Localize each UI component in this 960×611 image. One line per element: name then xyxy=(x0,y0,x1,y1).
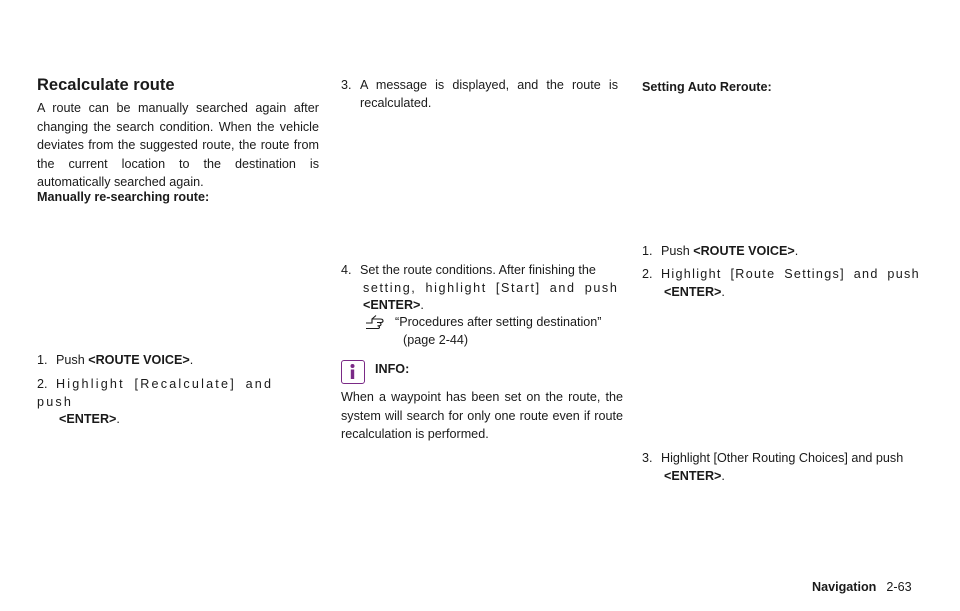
step-number: 1. xyxy=(37,353,48,367)
step-text: Highlight [Recalculate] and push xyxy=(37,377,274,409)
page-footer xyxy=(812,580,912,594)
col3-step-2 xyxy=(642,266,924,301)
page-number: 2-63 xyxy=(886,580,912,594)
step-text: A message is displayed, and the route is recalculated. xyxy=(360,78,618,110)
col1-step-1 xyxy=(37,352,319,370)
step-suffix: . xyxy=(189,353,194,367)
enter-key: <ENTER> xyxy=(664,468,722,483)
step-text: Highlight [Other Routing Choices] and push xyxy=(661,451,904,465)
enter-key: <ENTER> xyxy=(664,284,722,299)
step-prefix: Push xyxy=(56,353,89,367)
intro-paragraph: A route can be manually searched again after changing the search condition. When the vehicle deviates from the suggested route, the route from the current location to the destination is automatically searched again. xyxy=(37,101,319,189)
enter-key: <ENTER> xyxy=(363,298,421,312)
step-prefix: Push xyxy=(661,244,694,258)
col2-step-3 xyxy=(341,77,623,112)
section-heading: Recalculate route xyxy=(37,76,175,94)
step-number: 3. xyxy=(341,78,352,92)
step-number: 3. xyxy=(642,451,653,465)
manual-research-subheading: Manually re-searching route: xyxy=(37,190,210,204)
info-label: INFO: xyxy=(375,362,410,376)
info-paragraph: When a waypoint has been set on the route, the system will search for only one route even if route recalculation is performed. xyxy=(341,390,623,441)
step-suffix: . xyxy=(116,412,120,426)
enter-key: <ENTER> xyxy=(59,412,117,426)
step-suffix: . xyxy=(420,298,424,312)
reference-text: “Procedures after setting destination” xyxy=(395,315,602,329)
col2-step-4 xyxy=(341,262,623,315)
step-suffix: . xyxy=(794,244,799,258)
col1-step-2 xyxy=(37,376,319,429)
info-icon xyxy=(341,360,365,384)
col3-step-1 xyxy=(642,243,924,261)
auto-reroute-subheading: Setting Auto Reroute: xyxy=(642,80,772,94)
reference-page: (page 2-44) xyxy=(403,333,469,347)
route-voice-key: <ROUTE VOICE> xyxy=(88,353,190,367)
route-voice-key: <ROUTE VOICE> xyxy=(693,244,795,258)
step-suffix: . xyxy=(721,284,725,299)
step-number: 4. xyxy=(341,263,352,277)
step-suffix: . xyxy=(721,468,725,483)
step-number: 1. xyxy=(642,244,653,258)
step-text: Highlight [Route Settings] and push xyxy=(661,267,920,281)
footer-section: Navigation xyxy=(812,580,877,594)
col3-step-3 xyxy=(642,450,924,485)
step-number: 2. xyxy=(642,267,653,281)
step-number: 2. xyxy=(37,377,48,391)
step-text-line1: Set the route conditions. After finishing the xyxy=(360,263,596,277)
reference-pointer-icon xyxy=(365,314,385,330)
step-text-line2: setting, highlight [Start] and push xyxy=(363,280,619,295)
